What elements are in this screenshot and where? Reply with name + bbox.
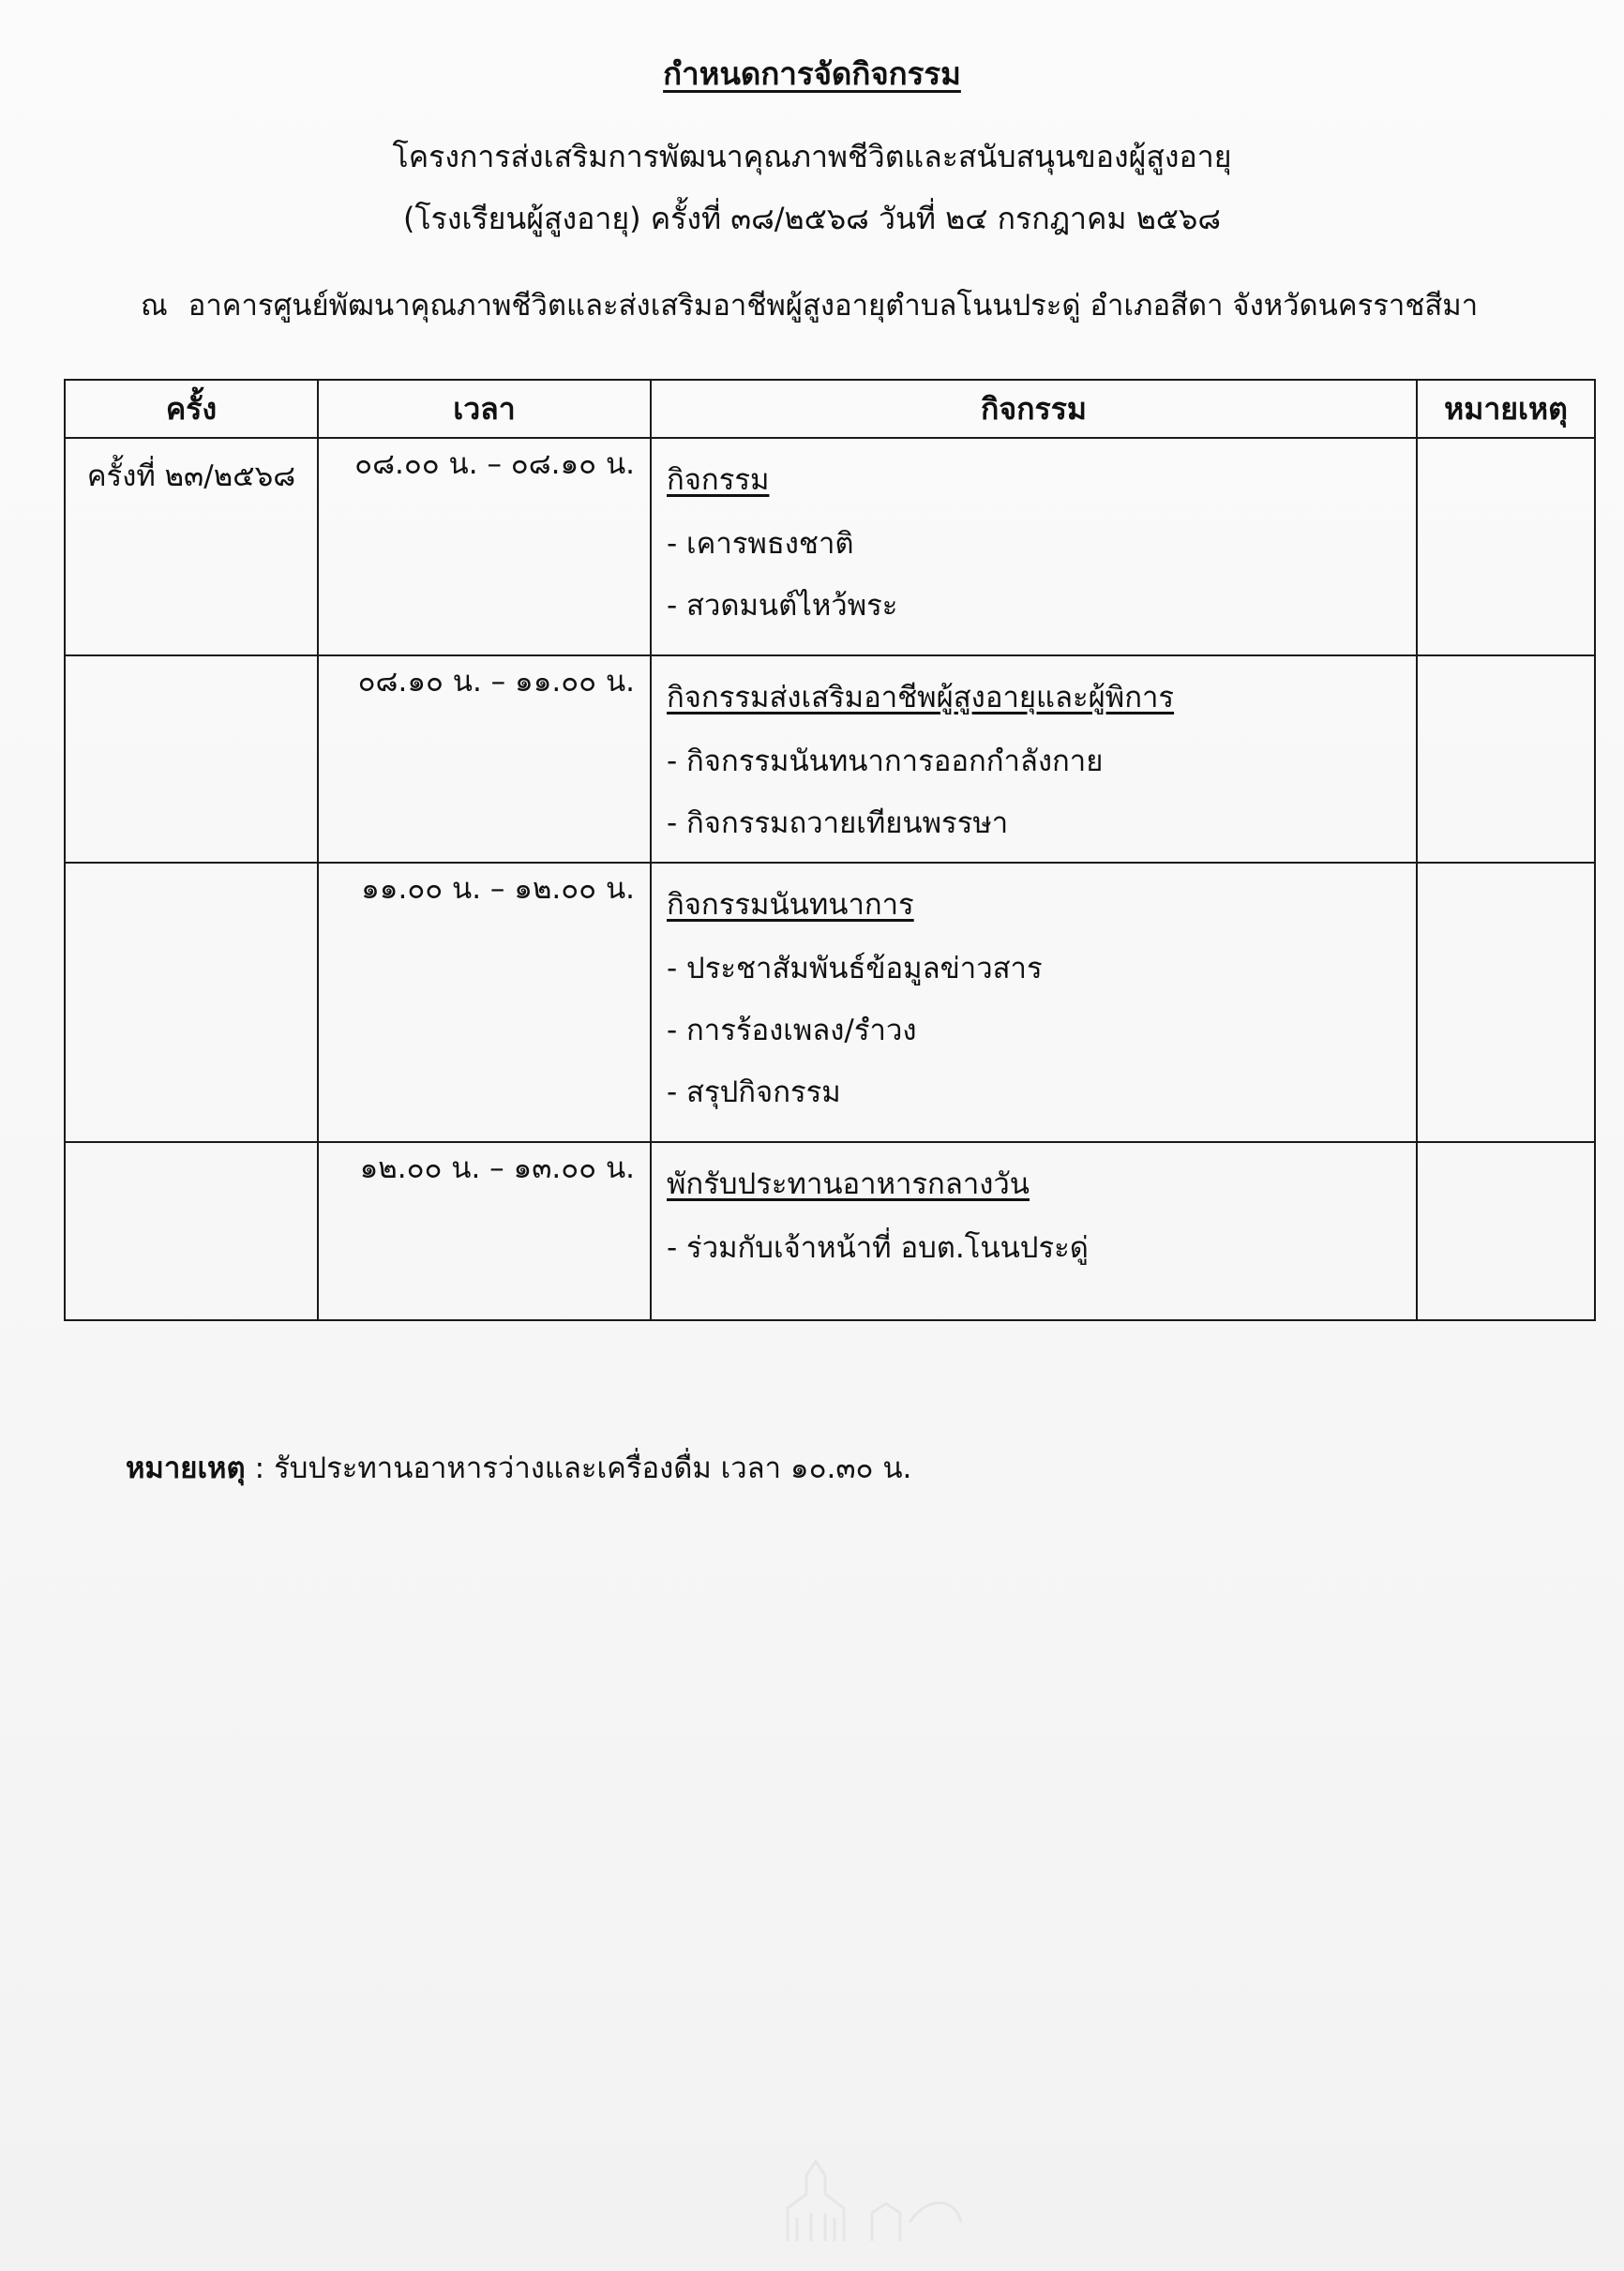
page-title: กำหนดการจัดกิจกรรม (663, 55, 961, 92)
round-cell: ครั้งที่ ๒๓/๒๕๖๘ (65, 438, 318, 655)
activity-cell (651, 438, 1417, 655)
table-row (65, 863, 1595, 1142)
activity-item: - เคารพธงชาติ (667, 527, 854, 561)
table-row (65, 1142, 1595, 1320)
activity-title: กิจกรรมนันทนาการ (667, 888, 914, 922)
footnote-label: หมายเหตุ (126, 1451, 246, 1485)
table-header-row (65, 380, 1595, 438)
session-date: (โรงเรียนผู้สูงอายุ) ครั้งที่ ๓๘/๒๕๖๘ วันที่ ๒๔ กรกฎาคม ๒๕๖๘ (402, 201, 1221, 236)
project-name: โครงการส่งเสริมการพัฒนาคุณภาพชีวิตและสนับสนุนของผู้สูงอายุ (392, 139, 1232, 174)
header-activity: กิจกรรม (651, 380, 1417, 438)
activity-item: - ประชาสัมพันธ์ข้อมูลข่าวสาร (667, 952, 1043, 985)
table-row (65, 655, 1595, 863)
header-round: ครั้ง (65, 380, 318, 438)
footnote-separator: : (254, 1451, 265, 1485)
activity-item: - สรุปกิจกรรม (667, 1075, 841, 1109)
venue-text: อาคารศูนย์พัฒนาคุณภาพชีวิตและส่งเสริมอาชีพผู้สูงอายุตำบลโนนประดู่ อำเภอสีดา จังหวัดนครราชสีมา (188, 289, 1479, 323)
activity-cell (651, 1142, 1417, 1320)
activity-item: - สวดมนต์ไหว้พระ (667, 589, 898, 623)
activity-title: กิจกรรมส่งเสริมอาชีพผู้สูงอายุและผู้พิการ (667, 681, 1175, 714)
footnote-text: รับประทานอาหารว่างและเครื่องดื่ม เวลา ๑๐.๓๐ น. (274, 1451, 912, 1485)
table-row (65, 438, 1595, 655)
note-cell (1417, 863, 1595, 1142)
activity-title: กิจกรรม (667, 463, 770, 497)
header-time: เวลา (318, 380, 651, 438)
note-cell (1417, 655, 1595, 863)
note-cell (1417, 438, 1595, 655)
round-cell (65, 655, 318, 863)
schedule-table (64, 379, 1596, 1321)
activity-item: - ร่วมกับเจ้าหน้าที่ อบต.โนนประดู่ (667, 1231, 1089, 1265)
venue-prefix: ณ (141, 289, 168, 323)
activity-cell (651, 655, 1417, 863)
activity-item: - กิจกรรมถวายเทียนพรรษา (667, 806, 1009, 840)
round-cell (65, 863, 318, 1142)
activity-cell (651, 863, 1417, 1142)
activity-item: - กิจกรรมนันทนาการออกกำลังกาย (667, 744, 1104, 778)
time-cell: ๑๒.๐๐ น. – ๑๓.๐๐ น. (318, 1142, 651, 1320)
activity-title: พักรับประทานอาหารกลางวัน (667, 1167, 1030, 1201)
activity-item: - การร้องเพลง/รำวง (667, 1014, 917, 1047)
time-cell: ๐๘.๐๐ น. – ๐๘.๑๐ น. (318, 438, 651, 655)
footnote (126, 1444, 911, 1491)
embossed-seal-icon (769, 2157, 975, 2250)
time-cell: ๑๑.๐๐ น. – ๑๒.๐๐ น. (318, 863, 651, 1142)
note-cell (1417, 1142, 1595, 1320)
header-note: หมายเหตุ (1417, 380, 1595, 438)
round-cell (65, 1142, 318, 1320)
venue-line (141, 281, 1547, 328)
time-cell: ๐๘.๑๐ น. – ๑๑.๐๐ น. (318, 655, 651, 863)
